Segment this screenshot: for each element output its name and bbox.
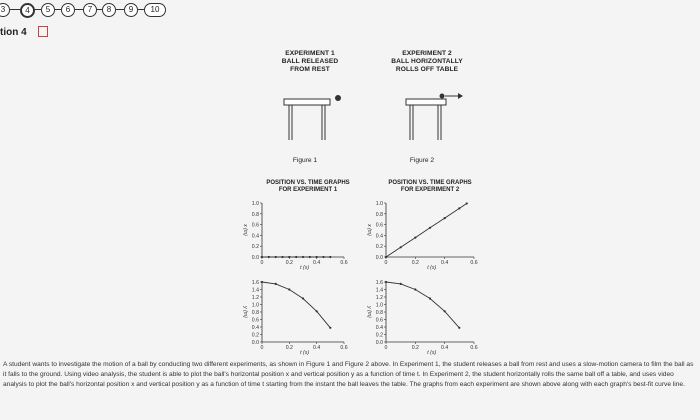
data-point — [261, 256, 263, 258]
data-point — [414, 288, 416, 290]
experiment-2-title: EXPERIMENT 2 BALL HORIZONTALLY ROLLS OFF TABLE — [391, 50, 463, 73]
data-point — [458, 327, 460, 329]
data-point — [275, 283, 277, 285]
data-point — [414, 237, 416, 239]
x-axis-label: t (s) — [300, 350, 310, 356]
y-tick-label: 0.8 — [375, 211, 383, 218]
x-tick-label: 0.6 — [470, 345, 478, 351]
x-tick-label: 0.2 — [411, 260, 419, 266]
y-tick-label: 0.6 — [375, 222, 383, 229]
data-point — [302, 256, 304, 258]
y-tick-label: 0.0 — [375, 255, 383, 261]
x-tick-label: 0.6 — [470, 260, 478, 266]
x-tick-label: 0 — [384, 260, 388, 266]
y-tick-label: 0.8 — [375, 310, 383, 316]
data-point — [385, 256, 387, 258]
nav-step-6[interactable]: 6 — [61, 3, 75, 17]
x-tick-label: 0.4 — [441, 260, 449, 266]
experiment-1-title: EXPERIMENT 1 BALL RELEASED FROM REST — [281, 50, 339, 73]
x-axis-label: t (s) — [300, 265, 310, 271]
nav-step-10[interactable]: 10 — [144, 3, 166, 17]
y-tick-label: 0.4 — [375, 233, 383, 240]
x-tick-label: 0.6 — [340, 345, 348, 351]
series-line — [386, 204, 467, 258]
y-tick-label: 1.2 — [251, 295, 259, 301]
series-line — [386, 282, 459, 328]
y-tick-label: 1.0 — [251, 302, 259, 309]
data-point — [288, 288, 290, 290]
y-axis-label: y (m) — [366, 306, 372, 318]
y-axis-label: y (m) — [242, 306, 248, 318]
y-axis-label: x (m) — [242, 224, 248, 236]
nav-step-9[interactable]: 9 — [124, 3, 138, 17]
x-tick-label: 0.6 — [340, 260, 348, 266]
figure-1-illustration — [280, 90, 355, 150]
y-tick-label: 0.6 — [251, 222, 259, 229]
data-point — [316, 256, 318, 258]
x-tick-label: 0.2 — [285, 260, 293, 266]
data-point — [281, 256, 283, 258]
data-point — [458, 207, 460, 209]
data-point — [444, 217, 446, 219]
x-tick-label: 0.4 — [313, 260, 321, 266]
graph-title-experiment-2: POSITION VS. TIME GRAPHS FOR EXPERIMENT 2 — [388, 180, 472, 193]
data-point — [385, 281, 387, 283]
y-tick-label: 1.6 — [375, 280, 383, 286]
data-point — [275, 256, 277, 258]
y-tick-label: 0.8 — [251, 211, 259, 218]
x-tick-label: 0.2 — [411, 345, 419, 351]
data-point — [329, 327, 331, 329]
y-tick-label: 0.4 — [251, 233, 259, 240]
data-point — [316, 310, 318, 312]
y-tick-label: 1.0 — [251, 201, 259, 207]
y-tick-label: 1.0 — [375, 201, 383, 207]
plot-exp1-y — [222, 276, 362, 358]
plot-exp1-x — [222, 193, 362, 271]
y-tick-label: 1.0 — [375, 302, 383, 309]
data-point — [466, 202, 468, 204]
y-tick-label: 0.4 — [375, 325, 383, 331]
graph-title-experiment-1: POSITION VS. TIME GRAPHS FOR EXPERIMENT 1 — [266, 180, 350, 193]
nav-step-3[interactable]: 3 — [0, 3, 10, 17]
data-point — [444, 310, 446, 312]
data-point — [261, 281, 263, 283]
plot-exp2-y — [352, 276, 492, 358]
question-paragraph: A student wants to investigate the motion of a ball by conducting two different experiments, as shown in Figure 1 and Figure 2 above. In Experiment 1, the student releases a ball from rest and uses a slow-motion camera to film the ball as it falls to the ground. Using video analysis, the student is able to plot the ball's horizontal position x and vertical position y as a function of time t. In Experiment 2, the student horizontally rolls the same ball off a table, and uses video analysis to plot the ball's horizontal position x and vertical position y as a function of time t starting from the instant the ball leaves the table. The graphs from each experiment are shown above along with each graph's best-fit curve line. — [3, 361, 694, 388]
x-tick-label: 0 — [260, 345, 264, 351]
nav-step-7[interactable]: 7 — [83, 3, 97, 17]
y-tick-label: 0.2 — [375, 332, 383, 339]
y-tick-label: 0.8 — [251, 310, 259, 316]
y-tick-label: 0.2 — [251, 244, 259, 251]
nav-step-4[interactable]: 4 — [20, 3, 35, 18]
y-tick-label: 1.4 — [251, 287, 259, 294]
data-point — [309, 256, 311, 258]
data-point — [288, 256, 290, 258]
nav-step-8[interactable]: 8 — [102, 3, 116, 17]
y-tick-label: 0.4 — [251, 325, 259, 331]
series-line — [262, 282, 330, 328]
data-point — [322, 256, 324, 258]
x-tick-label: 0.4 — [441, 345, 449, 351]
y-tick-label: 0.0 — [251, 340, 259, 346]
y-tick-label: 0.2 — [251, 332, 259, 339]
data-point — [400, 283, 402, 285]
y-tick-label: 0.0 — [251, 255, 259, 261]
y-tick-label: 1.6 — [251, 280, 259, 286]
y-tick-label: 1.4 — [375, 287, 383, 294]
data-point — [302, 297, 304, 299]
x-tick-label: 0.4 — [313, 345, 321, 351]
x-tick-label: 0 — [384, 345, 388, 351]
x-axis-label: t (s) — [427, 350, 437, 356]
y-tick-label: 0.6 — [251, 317, 259, 324]
y-tick-label: 0.6 — [375, 317, 383, 324]
y-tick-label: 0.0 — [375, 340, 383, 346]
question-title: tion 4 — [0, 27, 27, 38]
plot-exp2-x — [352, 193, 492, 271]
figure-1-caption: Figure 1 — [292, 157, 318, 164]
y-tick-label: 1.2 — [375, 295, 383, 301]
bookmark-flag-icon[interactable] — [38, 26, 48, 37]
x-tick-label: 0 — [260, 260, 264, 266]
data-point — [295, 256, 297, 258]
data-point — [400, 246, 402, 248]
x-tick-label: 0.2 — [285, 345, 293, 351]
y-tick-label: 0.2 — [375, 244, 383, 251]
y-axis-label: x (m) — [366, 224, 372, 236]
figure-2-illustration — [400, 86, 475, 150]
x-axis-label: t (s) — [427, 265, 437, 271]
nav-step-5[interactable]: 5 — [41, 3, 55, 17]
data-point — [268, 256, 270, 258]
data-point — [429, 297, 431, 299]
data-point — [429, 227, 431, 229]
figure-2-caption: Figure 2 — [409, 157, 435, 164]
data-point — [329, 256, 331, 258]
